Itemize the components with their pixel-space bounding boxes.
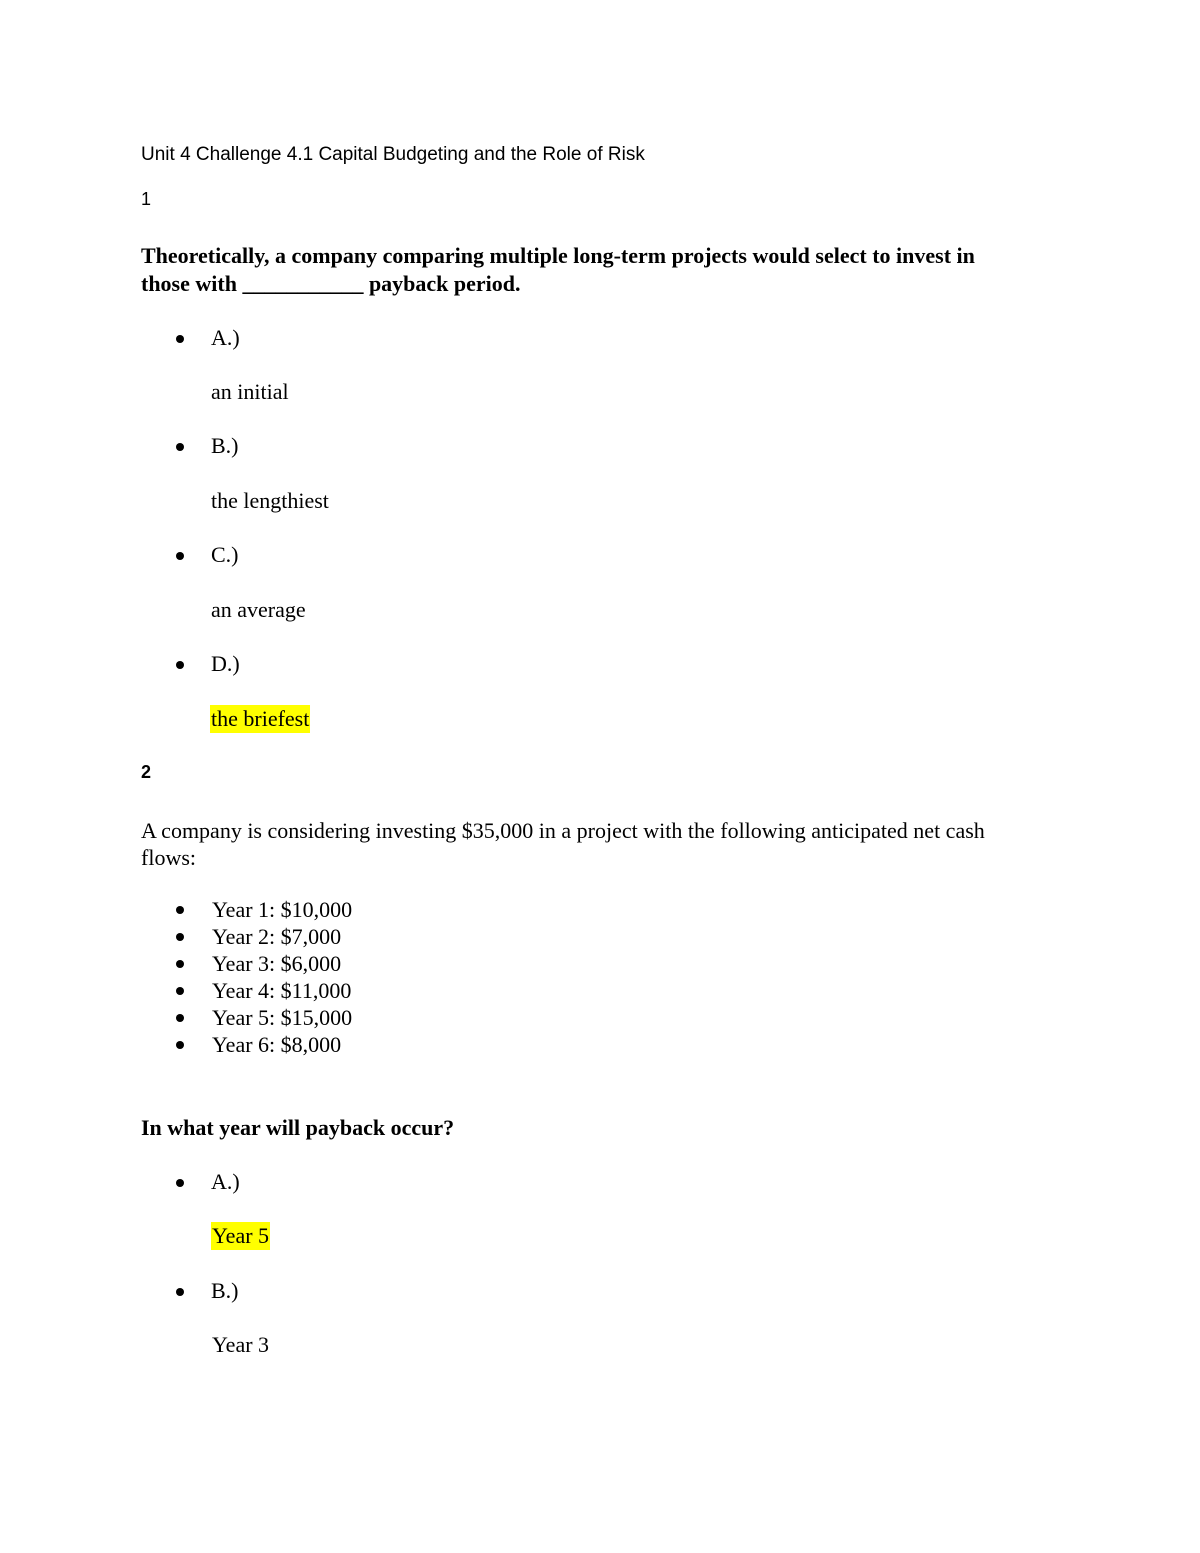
bullet-icon: [176, 335, 184, 343]
q1-option-a-answer[interactable]: an initial: [211, 379, 289, 404]
bullet-icon: [176, 933, 184, 941]
bullet-icon: [176, 987, 184, 995]
q2-option-a-letter: A.): [211, 1169, 240, 1194]
cash-flow-item: Year 6: $8,000: [212, 1032, 342, 1057]
bullet-icon: [176, 1041, 184, 1049]
q1-option-b-letter: B.): [211, 433, 239, 458]
q1-option-d-answer-highlighted[interactable]: the briefest: [211, 706, 310, 731]
q1-option-a-letter: A.): [211, 325, 240, 350]
bullet-icon: [176, 1288, 184, 1296]
bullet-icon: [176, 1179, 184, 1187]
question-2-intro-line-1: A company is considering investing $35,000 in a project with the following anticipated net cash: [141, 818, 985, 843]
question-1-prompt-line-1: Theoretically, a company comparing multiple long-term projects would select to invest in: [141, 243, 975, 268]
bullet-icon: [176, 552, 184, 560]
question-number-1: 1: [141, 189, 152, 209]
document-title: Unit 4 Challenge 4.1 Capital Budgeting and the Role of Risk: [141, 144, 645, 165]
bullet-icon: [176, 960, 184, 968]
bullet-icon: [176, 906, 184, 914]
q2-option-b-answer[interactable]: Year 3: [212, 1332, 270, 1357]
cash-flow-item: Year 2: $7,000: [212, 924, 342, 949]
question-2-prompt: In what year will payback occur?: [141, 1115, 455, 1140]
q2-option-b-letter: B.): [211, 1278, 239, 1303]
cash-flow-item: Year 5: $15,000: [212, 1005, 353, 1030]
question-1-prompt-line-2: those with ___________ payback period.: [141, 271, 521, 296]
q1-option-d-letter: D.): [211, 651, 240, 676]
question-number-2: 2: [141, 762, 152, 782]
bullet-icon: [176, 1014, 184, 1022]
q1-option-b-answer[interactable]: the lengthiest: [211, 488, 329, 513]
q1-option-c-answer[interactable]: an average: [211, 597, 306, 622]
q2-option-a-answer-highlighted[interactable]: Year 5: [212, 1223, 270, 1248]
bullet-icon: [176, 443, 184, 451]
question-2-intro-line-2: flows:: [141, 845, 196, 870]
bullet-icon: [176, 661, 184, 669]
cash-flow-item: Year 3: $6,000: [212, 951, 342, 976]
cash-flow-item: Year 4: $11,000: [212, 978, 352, 1003]
q1-option-c-letter: C.): [211, 542, 239, 567]
question-2-intro: [141, 817, 1061, 871]
question-1-prompt: [141, 242, 1061, 298]
cash-flow-item: Year 1: $10,000: [212, 897, 353, 922]
